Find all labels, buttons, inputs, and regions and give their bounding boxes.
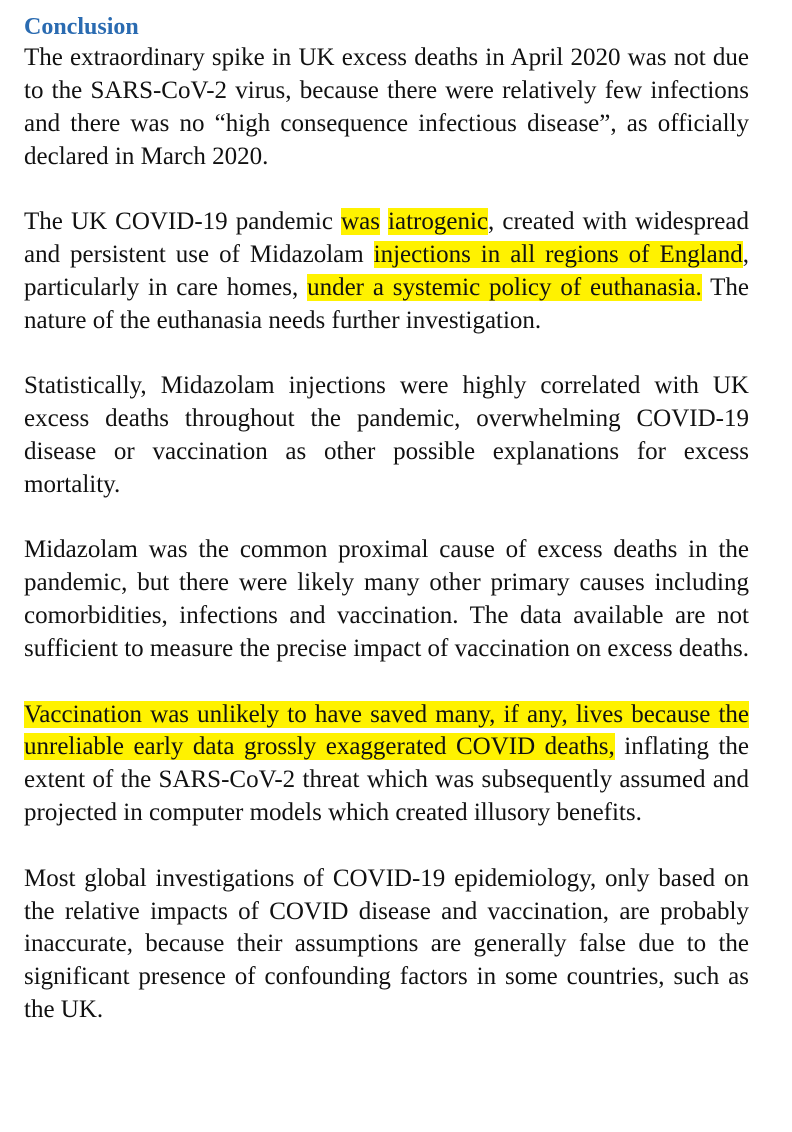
paragraph-list: [24, 42, 749, 1027]
paragraph-text: Most global investigations of COVID-19 epidemiology, only based on the relative impacts of COVID disease and vaccination, are probably inaccurate, because their assumptions are generally false due to the significant presence of confounding factors in some countries, such as the UK.: [24, 864, 749, 1024]
paragraph-text: , created with widespread and persistent use of Midazolam: [24, 208, 749, 269]
paragraph-text: Statistically, Midazolam injections were highly correlated with UK excess deaths throughout the pandemic, overwhelming COVID-19 disease or vaccination as other possible explanations for excess mortality.: [24, 372, 749, 498]
paragraph-text: inflating the extent of the SARS-CoV-2 threat which was subsequently assumed and projected in computer models which created illusory benefits.: [24, 733, 749, 827]
paragraph-text: The extraordinary spike in UK excess deaths in April 2020 was not due to the SARS-CoV-2 virus, because there were relatively few infections and there was no “high consequence infectious disease”, as officially declared in March 2020.: [24, 44, 749, 170]
paragraph-text: , particularly in care homes,: [24, 241, 750, 301]
paragraph-text: The nature of the euthanasia needs further investigation.: [24, 273, 749, 334]
highlighted-text: Vaccination was unlikely to have saved many, if any, lives because the unreliable early data grossly exaggerated COVID deaths,: [24, 700, 749, 761]
section-heading: Conclusion: [24, 14, 139, 40]
highlighted-text: under a systemic policy of euthanasia.: [307, 273, 702, 301]
highlighted-text: injections in all regions of England: [373, 241, 743, 269]
highlighted-text: was: [341, 208, 380, 236]
conclusion-paragraph: [24, 699, 749, 831]
conclusion-paragraph: [24, 534, 749, 666]
document-page: [24, 12, 749, 1060]
highlighted-text: iatrogenic: [388, 208, 488, 236]
paragraph-text: The UK COVID-19 pandemic: [24, 208, 342, 236]
paragraph-text: [380, 208, 388, 235]
paragraph-text: Midazolam was the common proximal cause of excess deaths in the pandemic, but there were likely many other primary causes including comorbidities, infections and vaccination. The data available are not sufficient to measure the precise impact of vaccination on excess deaths.: [24, 536, 749, 663]
conclusion-paragraph: [24, 42, 749, 174]
conclusion-paragraph: [24, 206, 749, 338]
conclusion-paragraph: [24, 863, 749, 1028]
conclusion-paragraph: [24, 370, 749, 502]
